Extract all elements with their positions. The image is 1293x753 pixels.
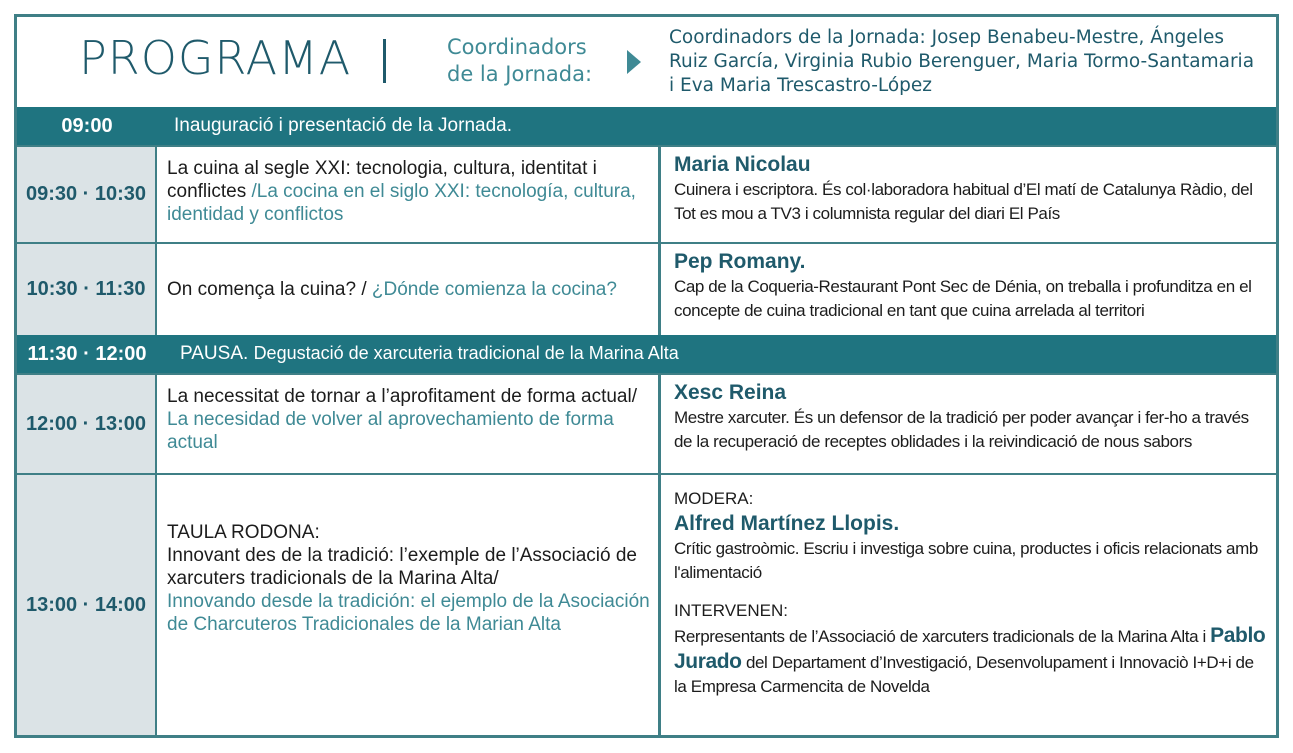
speaker-bio: Cuinera i escriptora. És col·laboradora habitual d’El matí de Catalunya Ràdio, del Tot es mou a TV3 i columnista regular del diari El País bbox=[674, 180, 1253, 223]
pause-band bbox=[17, 335, 1276, 373]
speaker-name: Xesc Reina bbox=[674, 381, 787, 404]
coordinators-label-line2: de la Jornada: bbox=[447, 62, 593, 86]
topic-catalan: La necessitat de tornar a l’aprofitament de forma actual/ bbox=[167, 386, 637, 407]
session-speaker bbox=[664, 244, 1276, 335]
program-header bbox=[17, 17, 1276, 107]
pause-text bbox=[180, 343, 679, 365]
coordinators-names-line2: Ruiz García, Virginia Rubio Berenguer, Maria Tormo-Santamaria bbox=[669, 51, 1255, 72]
topic-spanish: Innovando desde la tradición: el ejemplo de la Asociación de Charcuteros Tradicionales de la Marian Alta bbox=[167, 591, 650, 635]
topic-spanish: La necesidad de volver al aprovechamiento de forma actual bbox=[167, 409, 614, 453]
participants-text bbox=[674, 623, 1268, 699]
pause-label: PAUSA. bbox=[180, 343, 249, 364]
speaker-name: Pep Romany. bbox=[674, 250, 806, 273]
coordinators-names bbox=[669, 26, 1269, 98]
opening-text: Inauguració i presentació de la Jornada. bbox=[174, 115, 513, 136]
program-frame bbox=[14, 14, 1279, 738]
session-topic bbox=[159, 244, 661, 335]
topic-label: TAULA RODONA: bbox=[167, 522, 320, 543]
coordinators-names-line1: Coordinadors de la Jornada: Josep Benabeu-Mestre, Ángeles bbox=[669, 27, 1224, 48]
session-topic bbox=[159, 147, 661, 242]
session-topic bbox=[159, 475, 661, 735]
topic-catalan: La cuina al segle XXI: tecnologia, cultura, identitat i conflictes bbox=[167, 158, 597, 202]
session-time: 13:00 · 14:00 bbox=[17, 475, 157, 735]
topic-spanish: ¿Dónde comienza la cocina? bbox=[371, 279, 617, 300]
pause-description: Degustació de xarcuteria tradicional de la Marina Alta bbox=[253, 343, 679, 363]
opening-time: 09:00 bbox=[61, 115, 113, 137]
session-row-3 bbox=[17, 373, 1276, 473]
coordinators-label-line1: Coordinadors bbox=[447, 35, 587, 59]
session-time: 12:00 · 13:00 bbox=[17, 375, 157, 473]
participants-label: INTERVENEN: bbox=[674, 601, 788, 620]
moderator-bio: Crític gastroòmic. Escriu i investiga sobre cuina, productes i oficis relacionats amb l'alimentació bbox=[674, 539, 1258, 582]
topic-spanish: /La cocina en el siglo XXI: tecnología, cultura, identidad y conflictos bbox=[167, 181, 636, 225]
speaker-name: Maria Nicolau bbox=[674, 153, 811, 176]
speaker-bio: Mestre xarcuter. És un defensor de la tradició per poder avançar i fer-ho a través de la recuperació de receptes oblidades i la reivindicació de nous sabors bbox=[674, 408, 1249, 451]
session-topic bbox=[159, 375, 661, 473]
coordinators-names-line3: i Eva Maria Trescastro-López bbox=[669, 75, 933, 96]
session-time: 09:30 · 10:30 bbox=[17, 147, 157, 242]
session-row-1 bbox=[17, 145, 1276, 242]
session-row-2 bbox=[17, 242, 1276, 335]
participant-name: Pablo Jurado bbox=[674, 624, 1266, 673]
participants-intro: Rerpresentants de l’Associació de xarcuters tradicionals de la Marina Alta i bbox=[674, 627, 1206, 646]
pause-time: 11:30 · 12:00 bbox=[27, 343, 147, 365]
title-divider bbox=[383, 39, 386, 83]
moderator-label: MODERA: bbox=[674, 489, 754, 508]
coordinators-label bbox=[447, 34, 592, 88]
round-table-speakers bbox=[664, 475, 1276, 735]
opening-band bbox=[17, 107, 1276, 145]
session-speaker bbox=[664, 375, 1276, 473]
session-speaker bbox=[664, 147, 1276, 242]
speaker-bio: Cap de la Coqueria-Restaurant Pont Sec de Dénia, on treballa i profunditza en el concepte de cuina tradicional en tant que cuina arrelada al territori bbox=[674, 277, 1252, 320]
arrow-right-icon bbox=[627, 50, 641, 74]
topic-catalan: Innovant des de la tradició: l’exemple de l’Associació de xarcuters tradicionals de la Marina Alta/ bbox=[167, 545, 637, 589]
participants-detail: del Departament d’Investigació, Desenvolupament i Innovaciò I+D+i de la Empresa Carmencita de Novelda bbox=[674, 653, 1254, 696]
topic-catalan: On comença la cuina? / bbox=[167, 279, 367, 300]
moderator-name: Alfred Martínez Llopis. bbox=[674, 512, 900, 535]
session-row-4 bbox=[17, 473, 1276, 735]
page-title: PROGRAMA bbox=[79, 31, 352, 85]
session-time: 10:30 · 11:30 bbox=[17, 244, 157, 335]
